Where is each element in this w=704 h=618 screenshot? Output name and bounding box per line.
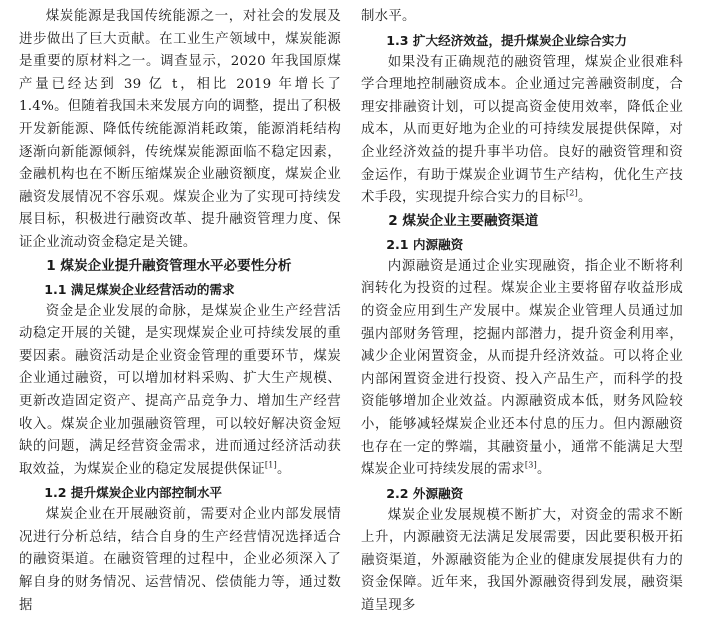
left-column xyxy=(19,6,341,617)
section-1-3-paragraph xyxy=(361,52,683,210)
section-1-2-paragraph: 煤炭企业在开展融资前，需要对企业内部发展情况进行分析总结，结合自身的生产经营情况选择适合的融资渠道。在融资管理的过程中，企业必须深入了解自身的财务情况、运营情况、偿债能力等，通过数据 xyxy=(19,507,341,613)
section-1-3-text: 如果没有正确规范的融资管理，煤炭企业很难科学合理地控制融资成本。企业通过完善融资制度，合理安排融资计划，可以提高资金使用效率，降低企业成本，从而更好地为企业的可持续发展提供保障，对企业经济效益的提升事半功倍。良好的融资管理和资金运作，有助于煤炭企业调节生产结构，优化生产技术手段，实现提升综合实力的目标 xyxy=(361,54,683,206)
section-1-1-text: 资金是企业发展的命脉，是煤炭企业生产经营活动稳定开展的关键，是实现煤炭企业可持续发展的重要因素。融资活动是企业资金管理的重要环节，煤炭企业通过融资，可以增加材料采购、扩大生产规模、更新改造固定资产、提高产品竞争力、增加生产经营收入。煤炭企业加强融资管理，可以较好解决资金短缺的问题，满足经营资金需求，进而通过经济活动获取效益，为煤炭企业的稳定发展提供保证 xyxy=(19,303,341,477)
section-1-1-end: 。 xyxy=(277,461,291,477)
section-2-1-text: 内源融资是通过企业实现融资，指企业不断将利润转化为投资的过程。煤炭企业主要将留存收益形成的资金应用到生产发展中。煤炭企业管理人员通过加强内部财务管理，挖掘内部潜力，提升资金利用率，减少企业闲置资金，从而提升经济效益。可以将企业内部闲置资金进行投资、投入产品生产，而科学的投资能够增加企业效益。内源融资成本低，财务风险较小，能够减轻煤炭企业还本付息的压力。但内源融资也存在一定的弊端，其融资量小，通常不能满足大型煤炭企业可持续发展的需求 xyxy=(361,258,683,478)
section-1-2-heading: 1.2 提升煤炭企业内部控制水平 xyxy=(44,485,223,501)
section-1-1-heading: 1.1 满足煤炭企业经营活动的需求 xyxy=(44,281,235,297)
citation-3: [3] xyxy=(524,460,538,470)
continued-text: 制水平。 xyxy=(361,9,416,24)
section-1-heading: 1 煤炭企业提升融资管理水平必要性分析 xyxy=(46,257,292,274)
citation-2: [2] xyxy=(565,188,579,198)
section-1-3-heading: 1.3 扩大经济效益，提升煤炭企业综合实力 xyxy=(386,32,627,48)
citation-1: [1] xyxy=(264,460,277,470)
section-1-3-end: 。 xyxy=(578,190,592,206)
section-1-1-paragraph xyxy=(19,301,341,482)
section-2-1-heading: 2.1 内源融资 xyxy=(386,236,464,252)
section-2-1-end: 。 xyxy=(537,462,551,478)
right-column xyxy=(361,6,683,618)
intro-paragraph: 煤炭能源是我国传统能源之一，对社会的发展及进步做出了巨大贡献。在工业生产领域中，煤炭能源是重要的原材料之一。调查显示，2020 年我国原煤产量已经达到 39 亿 t，相比 2019 年增长了 1.4%。但随着我国未来发展方向的调整，提出了积极开发新能源、降低传统能源消耗政策，能源消耗结构逐渐向新能源倾斜，传统煤炭能源面临不稳定因素，金融机构也在不断压缩煤炭企业融资额度，煤炭企业融资发展情况不容乐观。煤炭企业为了实现可持续发展目标，积极进行融资改革、提升融资管理力度、保证企业流动资金稳定是关键。 xyxy=(19,9,341,250)
section-2-2-heading: 2.2 外源融资 xyxy=(386,485,464,501)
section-2-2-paragraph: 煤炭企业发展规模不断扩大，对资金的需求不断上升，内源融资无法满足发展需要，因此要积极开拓融资渠道，外源融资能为企业的健康发展提供有力的资金保障。近年来，我国外源融资得到发展，融资渠道呈现多 xyxy=(361,507,683,614)
section-2-1-paragraph xyxy=(361,256,683,482)
section-2-heading: 2 煤炭企业主要融资渠道 xyxy=(388,212,539,229)
